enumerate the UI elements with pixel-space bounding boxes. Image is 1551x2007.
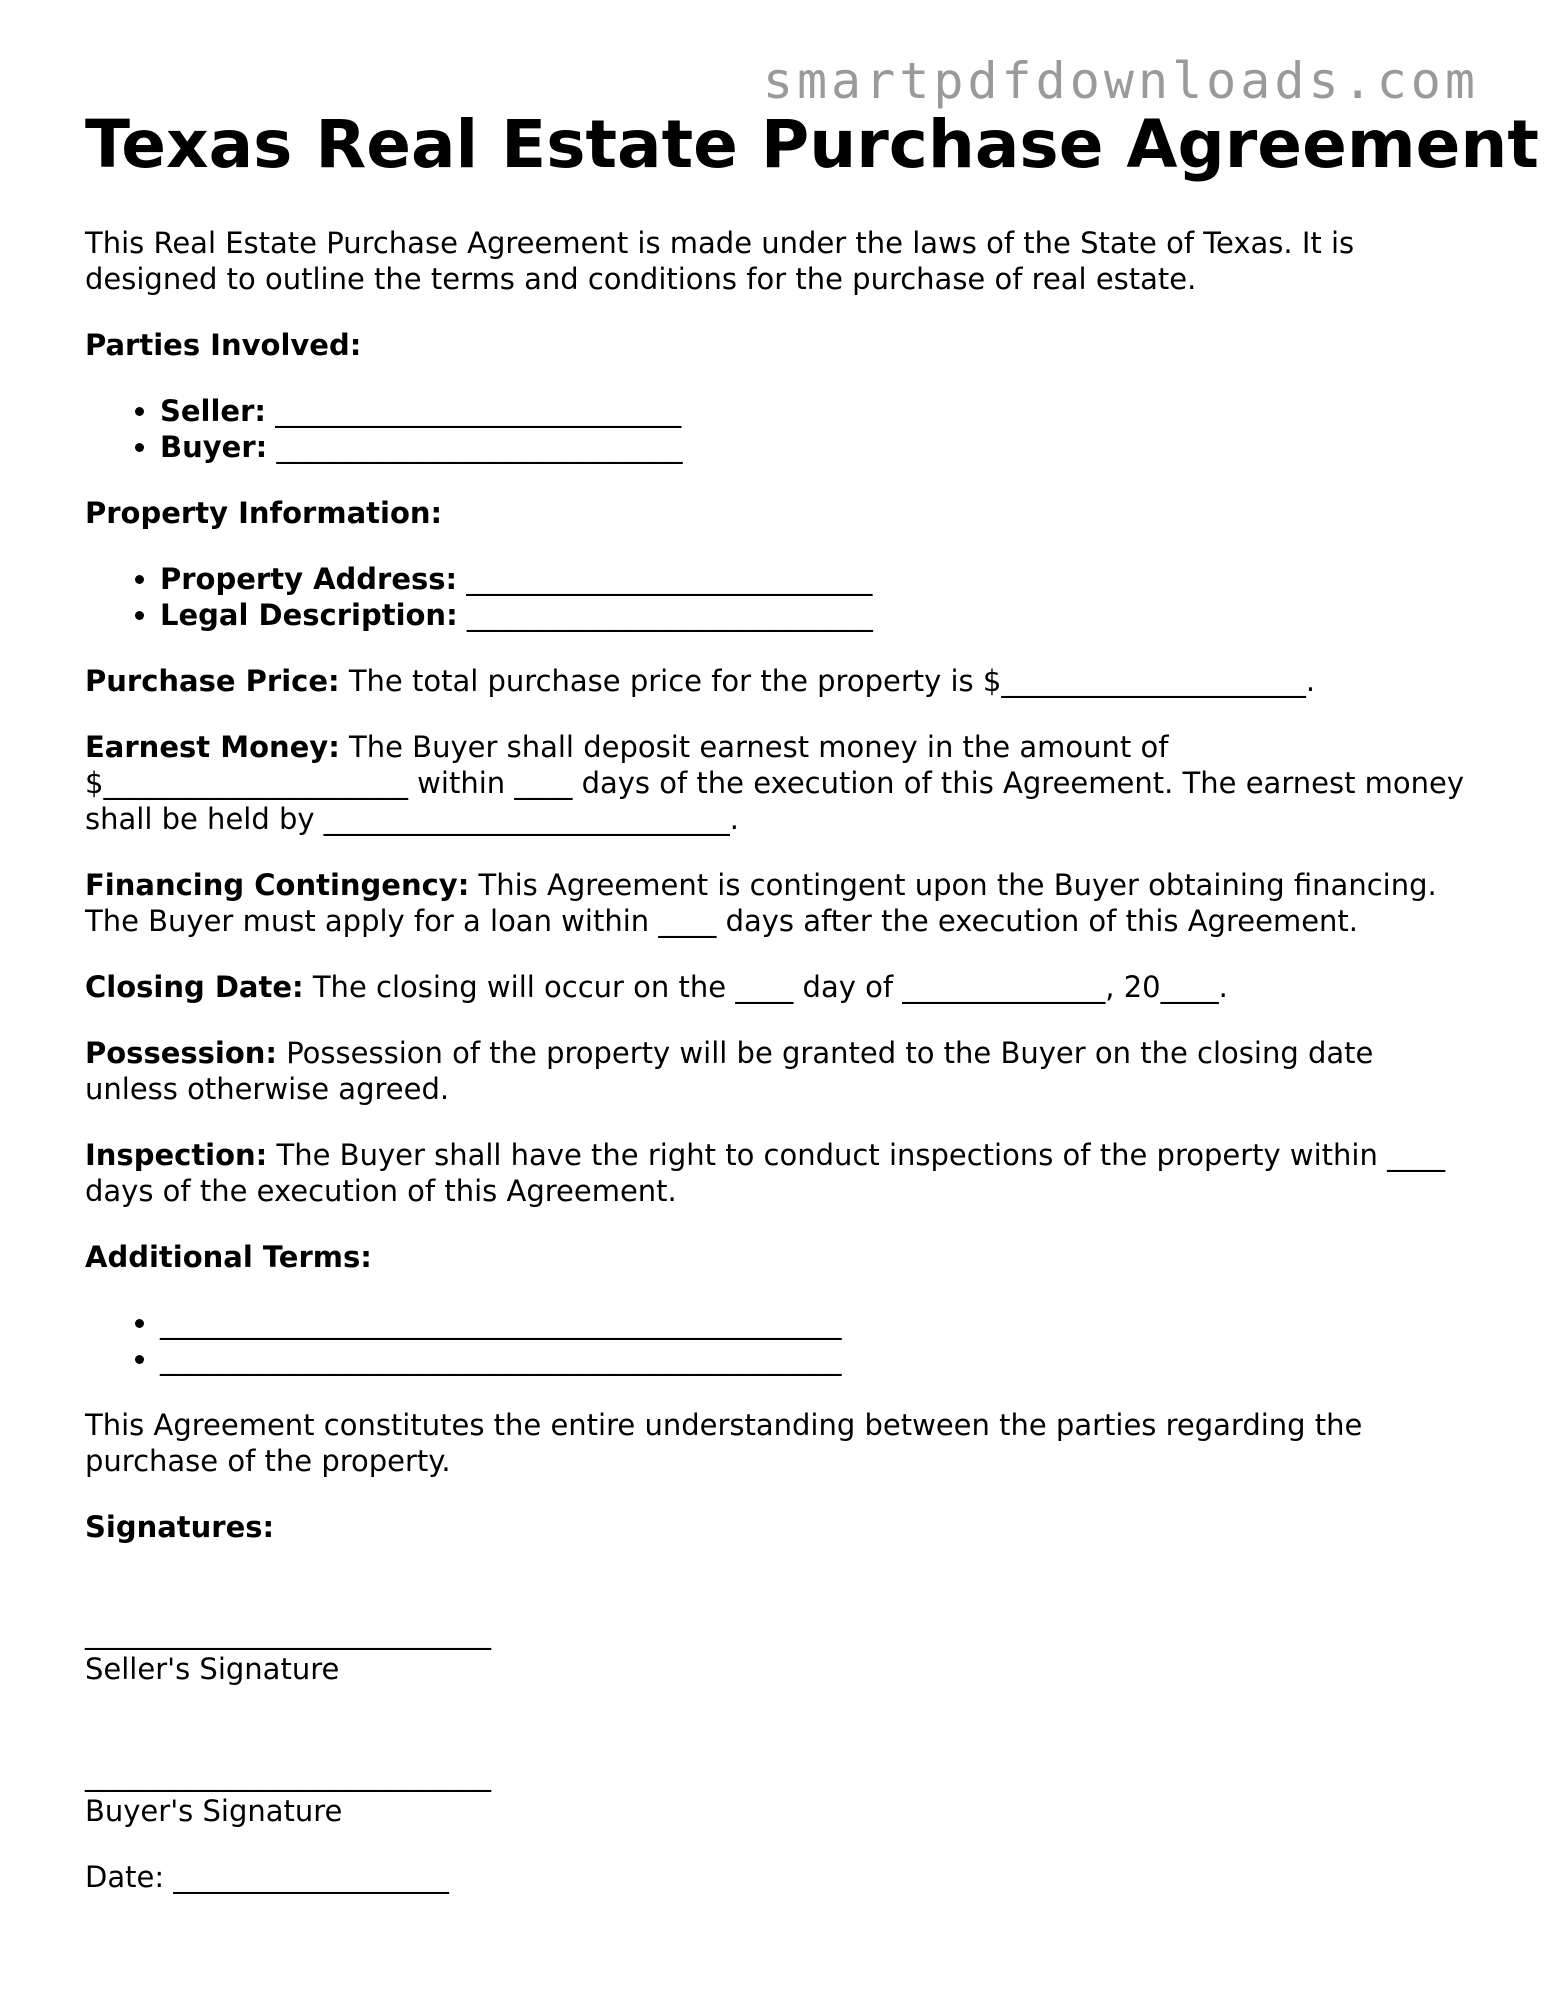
signatures-heading: Signatures: — [85, 1510, 275, 1544]
parties-heading: Parties Involved: — [85, 328, 362, 362]
list-item — [160, 597, 1465, 633]
property-address-label: Property Address: — [160, 562, 458, 596]
possession-paragraph — [85, 1035, 1465, 1107]
purchase-price-label: Purchase Price: — [85, 664, 340, 698]
financing-text: This Agreement is contingent upon the Buyer obtaining financing. The Buyer must apply for a loan within ____ days after the execution of this Agreement. — [85, 868, 1437, 938]
legal-description-field[interactable]: ____________________________ — [466, 598, 873, 632]
seller-signature-label: Seller's Signature — [85, 1652, 340, 1686]
buyer-field[interactable]: ____________________________ — [276, 430, 683, 464]
legal-description-label: Legal Description: — [160, 598, 458, 632]
earnest-money-text: The Buyer shall deposit earnest money in the amount of $_____________________ within ____ days of the execution of this Agreement. The earnest money shall be held by ____________________________. — [85, 730, 1465, 836]
financing-paragraph — [85, 867, 1465, 939]
purchase-price-text: The total purchase price for the property is $_____________________. — [348, 664, 1316, 698]
additional-term-field[interactable]: _______________________________________________ — [160, 1306, 842, 1340]
earnest-money-label: Earnest Money: — [85, 730, 340, 764]
date-field[interactable]: ___________________ — [173, 1860, 449, 1894]
list-item — [160, 393, 1465, 429]
earnest-money-paragraph — [85, 729, 1465, 837]
possession-text: Possession of the property will be granted to the Buyer on the closing date unless otherwise agreed. — [85, 1036, 1374, 1106]
buyer-label: Buyer: — [160, 430, 268, 464]
entire-agreement-paragraph: This Agreement constitutes the entire understanding between the parties regarding the purchase of the property. — [85, 1408, 1363, 1478]
page-title: Texas Real Estate Purchase Agreement — [85, 106, 1539, 183]
date-label: Date: — [85, 1860, 165, 1894]
intro-paragraph: This Real Estate Purchase Agreement is made under the laws of the State of Texas. It is designed to outline the terms and conditions for the purchase of real estate. — [85, 226, 1355, 296]
date-paragraph — [85, 1859, 1465, 1895]
seller-label: Seller: — [160, 394, 267, 428]
seller-signature-block — [85, 1615, 1465, 1687]
property-list — [85, 561, 1465, 633]
buyer-signature-label: Buyer's Signature — [85, 1794, 343, 1828]
inspection-text: The Buyer shall have the right to conduct inspections of the property within ____ days of the execution of this Agreement. — [85, 1138, 1446, 1208]
list-item — [160, 1341, 1465, 1377]
spacer — [85, 1717, 1465, 1757]
watermark: smartpdfdownloads.com — [762, 52, 1479, 110]
property-heading: Property Information: — [85, 496, 443, 530]
additional-terms-heading: Additional Terms: — [85, 1240, 372, 1274]
purchase-price-paragraph — [85, 663, 1465, 699]
list-item — [160, 561, 1465, 597]
property-address-field[interactable]: ____________________________ — [466, 562, 873, 596]
spacer — [85, 1575, 1465, 1615]
buyer-signature-block — [85, 1757, 1465, 1829]
additional-terms-list — [85, 1305, 1465, 1377]
parties-list — [85, 393, 1465, 465]
possession-label: Possession: — [85, 1036, 277, 1070]
buyer-signature-field[interactable]: ____________________________ — [85, 1758, 491, 1792]
inspection-label: Inspection: — [85, 1138, 268, 1172]
financing-label: Financing Contingency: — [85, 868, 470, 902]
list-item — [160, 1305, 1465, 1341]
inspection-paragraph — [85, 1137, 1465, 1209]
seller-field[interactable]: ____________________________ — [275, 394, 682, 428]
document-page — [85, 105, 1539, 1925]
list-item — [160, 429, 1465, 465]
closing-date-paragraph — [85, 969, 1465, 1005]
closing-date-text: The closing will occur on the ____ day of ______________, 20____. — [312, 970, 1228, 1004]
closing-date-label: Closing Date: — [85, 970, 304, 1004]
additional-term-field[interactable]: _______________________________________________ — [160, 1342, 842, 1376]
seller-signature-field[interactable]: ____________________________ — [85, 1616, 491, 1650]
